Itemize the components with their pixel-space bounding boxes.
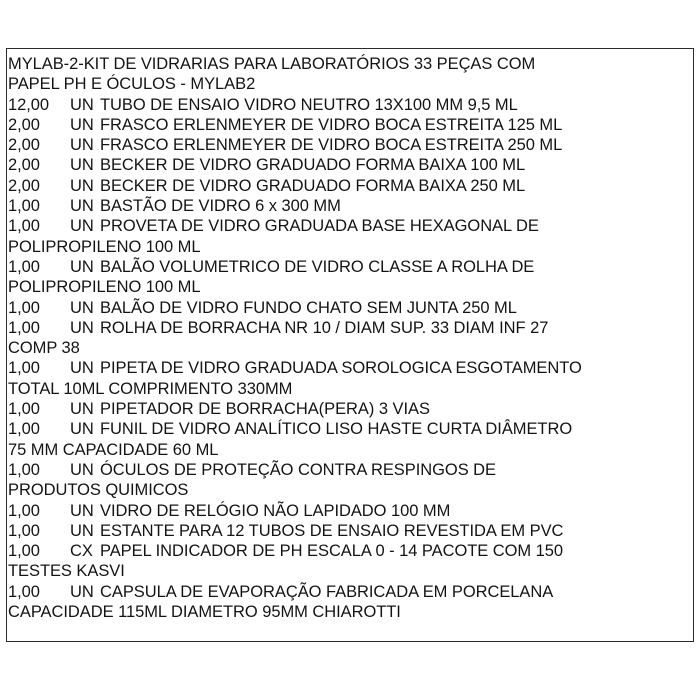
- item-unit: UN: [70, 582, 94, 601]
- item-quantity: 2,00: [8, 136, 40, 155]
- item-description: BECKER DE VIDRO GRADUADO FORMA BAIXA 250 ML: [100, 176, 526, 195]
- item-row: [8, 521, 694, 541]
- item-unit: UN: [70, 95, 94, 114]
- item-row: [8, 135, 694, 155]
- item-row: [8, 176, 694, 196]
- item-unit: UN: [70, 359, 94, 378]
- item-description: BASTÃO DE VIDRO 6 x 300 MM: [100, 197, 341, 216]
- item-unit: UN: [70, 501, 94, 520]
- item-unit: UN: [70, 115, 94, 134]
- item-unit: UN: [70, 298, 94, 317]
- item-row: [8, 257, 694, 277]
- item-unit: UN: [70, 460, 94, 479]
- item-quantity: 1,00: [8, 359, 40, 378]
- item-quantity: 1,00: [8, 217, 40, 236]
- item-unit: UN: [70, 318, 94, 337]
- item-description-continuation: 75 MM CAPACIDADE 60 ML: [8, 440, 219, 459]
- item-unit: UN: [70, 521, 94, 540]
- item-unit: UN: [70, 176, 94, 195]
- item-row: [8, 541, 694, 561]
- item-description: TUBO DE ENSAIO VIDRO NEUTRO 13X100 MM 9,5 ML: [100, 95, 518, 114]
- item-row: [8, 358, 694, 378]
- item-quantity: 1,00: [8, 582, 40, 601]
- item-description: FUNIL DE VIDRO ANALÍTICO LISO HASTE CURTA DIÂMETRO: [100, 420, 573, 439]
- item-unit: UN: [70, 420, 94, 439]
- item-description: PAPEL INDICADOR DE PH ESCALA 0 - 14 PACOTE COM 150: [100, 542, 564, 561]
- item-description: FRASCO ERLENMEYER DE VIDRO BOCA ESTREITA 125 ML: [100, 115, 563, 134]
- item-description-continuation: POLIPROPILENO 100 ML: [8, 237, 201, 256]
- item-unit: UN: [70, 156, 94, 175]
- item-row: [8, 196, 694, 216]
- item-description: BECKER DE VIDRO GRADUADO FORMA BAIXA 100 ML: [100, 156, 526, 175]
- item-quantity: 1,00: [8, 420, 40, 439]
- item-row: [8, 419, 694, 439]
- item-description: PIPETADOR DE BORRACHA(PERA) 3 VIAS: [100, 400, 430, 419]
- item-description-continuation: POLIPROPILENO 100 ML: [8, 278, 201, 297]
- item-quantity: 1,00: [8, 318, 40, 337]
- item-quantity: 2,00: [8, 176, 40, 195]
- item-row: [8, 501, 694, 521]
- item-quantity: 1,00: [8, 197, 40, 216]
- item-description: VIDRO DE RELÓGIO NÃO LAPIDADO 100 MM: [100, 501, 451, 520]
- item-description: BALÃO VOLUMETRICO DE VIDRO CLASSE A ROLHA DE: [100, 257, 535, 276]
- item-row: [8, 582, 694, 602]
- item-row: [8, 216, 694, 236]
- item-quantity: 2,00: [8, 115, 40, 134]
- item-list: [8, 54, 694, 622]
- item-quantity: 1,00: [8, 257, 40, 276]
- item-quantity: 1,00: [8, 460, 40, 479]
- item-description: BALÃO DE VIDRO FUNDO CHATO SEM JUNTA 250 ML: [100, 298, 517, 317]
- item-unit: UN: [70, 257, 94, 276]
- items-container: [8, 95, 694, 623]
- item-quantity: 1,00: [8, 521, 40, 540]
- item-row: [8, 399, 694, 419]
- item-description-continuation: TOTAL 10ML COMPRIMENTO 330MM: [8, 379, 293, 398]
- item-unit: UN: [70, 136, 94, 155]
- item-row: [8, 95, 694, 115]
- item-description: PROVETA DE VIDRO GRADUADA BASE HEXAGONAL DE: [100, 217, 539, 236]
- item-row: [8, 460, 694, 480]
- item-unit: CX: [70, 542, 93, 561]
- item-unit: UN: [70, 400, 94, 419]
- item-description: ROLHA DE BORRACHA NR 10 / DIAM SUP. 33 DIAM INF 27: [100, 318, 549, 337]
- item-description: ÓCULOS DE PROTEÇÃO CONTRA RESPINGOS DE: [100, 460, 497, 479]
- item-unit: UN: [70, 197, 94, 216]
- item-unit: UN: [70, 217, 94, 236]
- item-description-continuation: CAPACIDADE 115ML DIAMETRO 95MM CHIAROTTI: [8, 603, 401, 622]
- item-quantity: 2,00: [8, 156, 40, 175]
- item-description-continuation: TESTES KASVI: [8, 562, 125, 581]
- item-quantity: 1,00: [8, 542, 40, 561]
- item-description: ESTANTE PARA 12 TUBOS DE ENSAIO REVESTIDA EM PVC: [100, 521, 564, 540]
- item-row: [8, 298, 694, 318]
- item-description-continuation: PRODUTOS QUIMICOS: [8, 481, 189, 500]
- item-quantity: 1,00: [8, 400, 40, 419]
- item-description: FRASCO ERLENMEYER DE VIDRO BOCA ESTREITA 250 ML: [100, 136, 563, 155]
- title-line-1: MYLAB-2-KIT DE VIDRARIAS PARA LABORATÓRIOS 33 PEÇAS COM: [8, 55, 536, 73]
- item-description: CAPSULA DE EVAPORAÇÃO FABRICADA EM PORCELANA: [100, 582, 554, 601]
- item-row: [8, 115, 694, 135]
- item-quantity: 1,00: [8, 298, 40, 317]
- title-line-2: PAPEL PH E ÓCULOS - MYLAB2: [8, 75, 256, 94]
- item-row: [8, 318, 694, 338]
- item-quantity: 12,00: [8, 95, 50, 114]
- item-description-continuation: COMP 38: [8, 339, 80, 358]
- item-quantity: 1,00: [8, 501, 40, 520]
- item-row: [8, 155, 694, 175]
- item-description: PIPETA DE VIDRO GRADUADA SOROLOGICA ESGOTAMENTO: [100, 359, 582, 378]
